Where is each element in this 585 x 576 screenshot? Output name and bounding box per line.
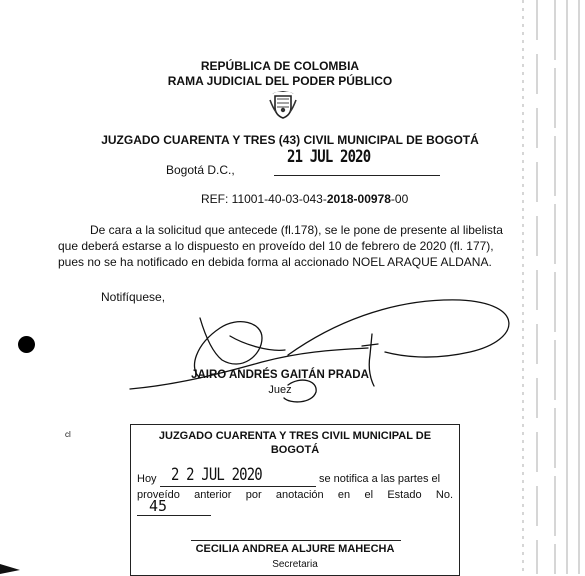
notice-hoy-label: Hoy [137, 473, 157, 485]
notice-box-title [131, 429, 459, 457]
notice-text-1: se notifica a las partes el [319, 473, 441, 485]
margin-note: cl [65, 430, 71, 439]
secretary-signature-rule [191, 540, 401, 541]
court-title: JUZGADO CUARENTA Y TRES (43) CIVIL MUNICIPAL DE BOGOTÁ [101, 133, 479, 147]
header-country: REPÚBLICA DE COLOMBIA [200, 59, 360, 73]
paragraph-line: pues no se ha notificado en debida forma al accionado NOEL ARAQUE ALDANA. [58, 255, 492, 269]
notice-handwritten-date: 2 2 JUL 2020 [171, 465, 262, 485]
notice-handwritten-number: 45 [149, 497, 168, 515]
notice-estado-rule [137, 515, 211, 516]
paragraph-line: que deberá estarse a lo dispuesto en proveído del 10 de febrero de 2020 (fl. 177), [58, 239, 494, 253]
scan-edge-lines [515, 0, 585, 574]
notice-title-line: BOGOTÁ [270, 444, 320, 456]
judge-name: JAIRO ANDRÉS GAITÁN PRADA [191, 369, 369, 381]
notice-text-2: proveído anterior por anotación en el Estado No. [137, 489, 453, 501]
ref-prefix: REF: 11001-40-03-043- [201, 192, 327, 206]
secretary-role: Secretaria [272, 559, 318, 570]
punch-hole-mark [18, 336, 35, 353]
header-branch: RAMA JUDICIAL DEL PODER PÚBLICO [167, 74, 393, 88]
notification-box [130, 424, 460, 576]
date-prefix: Bogotá D.C., [166, 163, 235, 177]
closing-notifiquese: Notifíquese, [101, 290, 166, 304]
paragraph-line: De cara a la solicitud que antecede (fl.178), se le pone de presente al libelista [90, 223, 503, 237]
ref-suffix: -00 [390, 192, 409, 206]
handwritten-date: 21 JUL 2020 [287, 147, 371, 167]
judge-role: Juez [268, 384, 292, 396]
corner-arrow-icon [0, 562, 24, 574]
secretary-name: CECILIA ANDREA ALJURE MAHECHA [195, 543, 395, 555]
ref-number: 2018-00978 [326, 192, 391, 206]
notice-title-line: JUZGADO CUARENTA Y TRES CIVIL MUNICIPAL DE [158, 430, 432, 442]
notice-date-rule [160, 486, 316, 487]
